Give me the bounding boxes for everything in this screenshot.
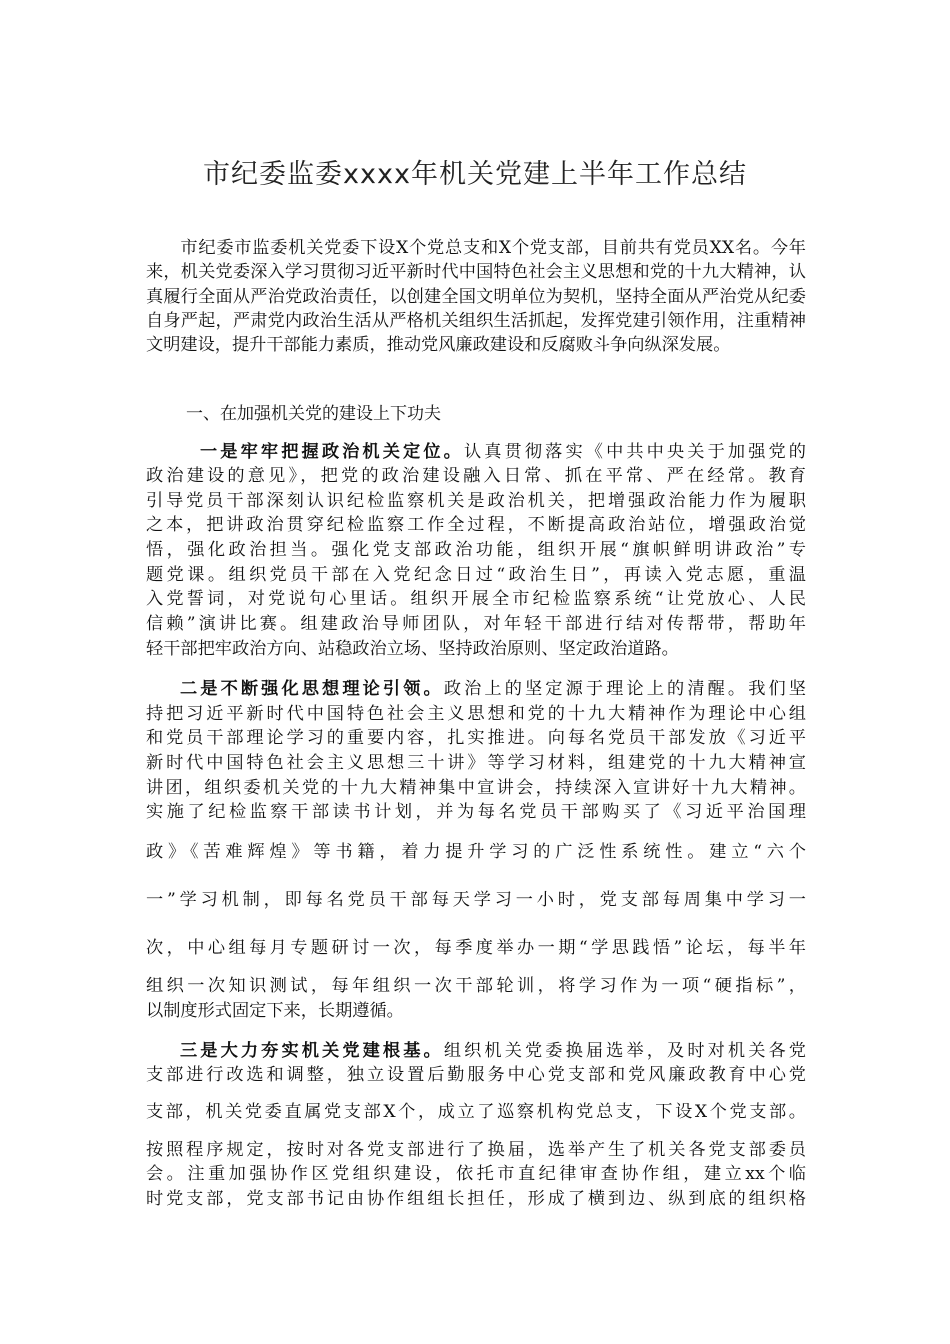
- paragraph-1-lead: 一是牢牢把握政治机关定位。: [200, 442, 464, 462]
- paragraph-2-line-3: 和党员干部理论学习的重要内容，扎实推进。向每名党员干部发放《习近平: [146, 728, 806, 748]
- paragraph-2-line-4: 新时代中国特色社会主义思想三十讲》等学习材料，组建党的十九大精神宣: [146, 753, 806, 773]
- paragraph-2-line-5: 讲团，组织委机关党的十九大精神集中宣讲会，持续深入宣讲好十九大精神。: [146, 778, 806, 798]
- paragraph-2-line-7: 政》《苦难辉煌》等书籍，着力提升学习的广泛性系统性。建立“六个: [146, 842, 806, 862]
- paragraph-2-line-2: 持把习近平新时代中国特色社会主义思想和党的十九大精神作为理论中心组: [146, 704, 806, 724]
- paragraph-1-line-6: 题党课。组织党员干部在入党纪念日过“政治生日”，再读入党志愿，重温: [146, 565, 806, 585]
- paragraph-3-line-3: 支部，机关党委直属党支部X个，成立了巡察机构党总支，下设X个党支部。: [146, 1102, 806, 1122]
- intro-paragraph: 市纪委市监委机关党委下设X个党总支和X个党支部，目前共有党员XX名。今年来，机关党委深入学习贯彻习近平新时代中国特色社会主义思想和党的十九大精神，认真履行全面从严治党政治责任，以创建全国文明单位为契机，坚持全面从严治党从纪委自身严起，严肃党内政治生活从严格机关组织生活抓起，发挥党建引领作用，注重精神文明建设，提升干部能力素质，推动党风廉政建设和反腐败斗争向纵深发展。: [146, 238, 806, 356]
- paragraph-3-line-5: 会。注重加强协作区党组织建设，依托市直纪律审查协作组，建立xx个临: [146, 1164, 806, 1184]
- paragraph-1-line-2: 政治建设的意见》，把党的政治建设融入日常、抓在平常、严在经常。教育: [146, 466, 806, 486]
- paragraph-3-line-4: 按照程序规定，按时对各党支部进行了换届，选举产生了机关各党支部委员: [146, 1140, 806, 1160]
- paragraph-3-line-1: 三是大力夯实机关党建根基。组织机关党委换届选举，及时对机关各党: [180, 1041, 806, 1061]
- paragraph-1-line-8: 信赖”演讲比赛。组建政治导师团队，对年轻干部进行结对传帮带，帮助年: [146, 614, 806, 634]
- paragraph-3-line-2: 支部进行改选和调整，独立设置后勤服务中心党支部和党风廉政教育中心党: [146, 1065, 806, 1085]
- paragraph-1-line-5: 悟，强化政治担当。强化党支部政治功能，组织开展“旗帜鲜明讲政治”专: [146, 540, 806, 560]
- paragraph-1-line-3: 引导党员干部深刻认识纪检监察机关是政治机关，把增强政治能力作为履职: [146, 491, 806, 511]
- paragraph-3-lead: 三是大力夯实机关党建根基。: [180, 1041, 444, 1061]
- paragraph-2-line-1: 二是不断强化思想理论引领。政治上的坚定源于理论上的清醒。我们坚: [180, 679, 806, 699]
- paragraph-1-line-7: 入党誓词，对党说句心里话。组织开展全市纪检监察系统“让党放心、人民: [146, 589, 806, 609]
- paragraph-1-line-1: 一是牢牢把握政治机关定位。认真贯彻落实《中共中央关于加强党的: [200, 442, 806, 462]
- paragraph-2-line-10: 组织一次知识测试，每年组织一次干部轮训，将学习作为一项“硬指标”，: [146, 976, 806, 996]
- paragraph-2-line-8: 一”学习机制，即每名党员干部每天学习一小时，党支部每周集中学习一: [146, 890, 806, 910]
- paragraph-3-line-6: 时党支部，党支部书记由协作组组长担任，形成了横到边、纵到底的组织格: [146, 1189, 806, 1209]
- paragraph-2-lead: 二是不断强化思想理论引领。: [180, 679, 444, 699]
- document-title: 市纪委监委xxxx年机关党建上半年工作总结: [203, 159, 747, 190]
- paragraph-2-line-11: 以制度形式固定下来，长期遵循。: [146, 1001, 404, 1021]
- paragraph-2-line-6: 实施了纪检监察干部读书计划，并为每名党员干部购买了《习近平治国理: [146, 802, 806, 822]
- section-heading-1: 一、在加强机关党的建设上下功夫: [186, 404, 441, 424]
- paragraph-1-line-4: 之本，把讲政治贯穿纪检监察工作全过程，不断提高政治站位，增强政治觉: [146, 515, 806, 535]
- paragraph-1-line-9: 轻干部把牢政治方向、站稳政治立场、坚持政治原则、坚定政治道路。: [146, 639, 679, 659]
- paragraph-2-line-9: 次，中心组每月专题研讨一次，每季度举办一期“学思践悟”论坛，每半年: [146, 938, 806, 958]
